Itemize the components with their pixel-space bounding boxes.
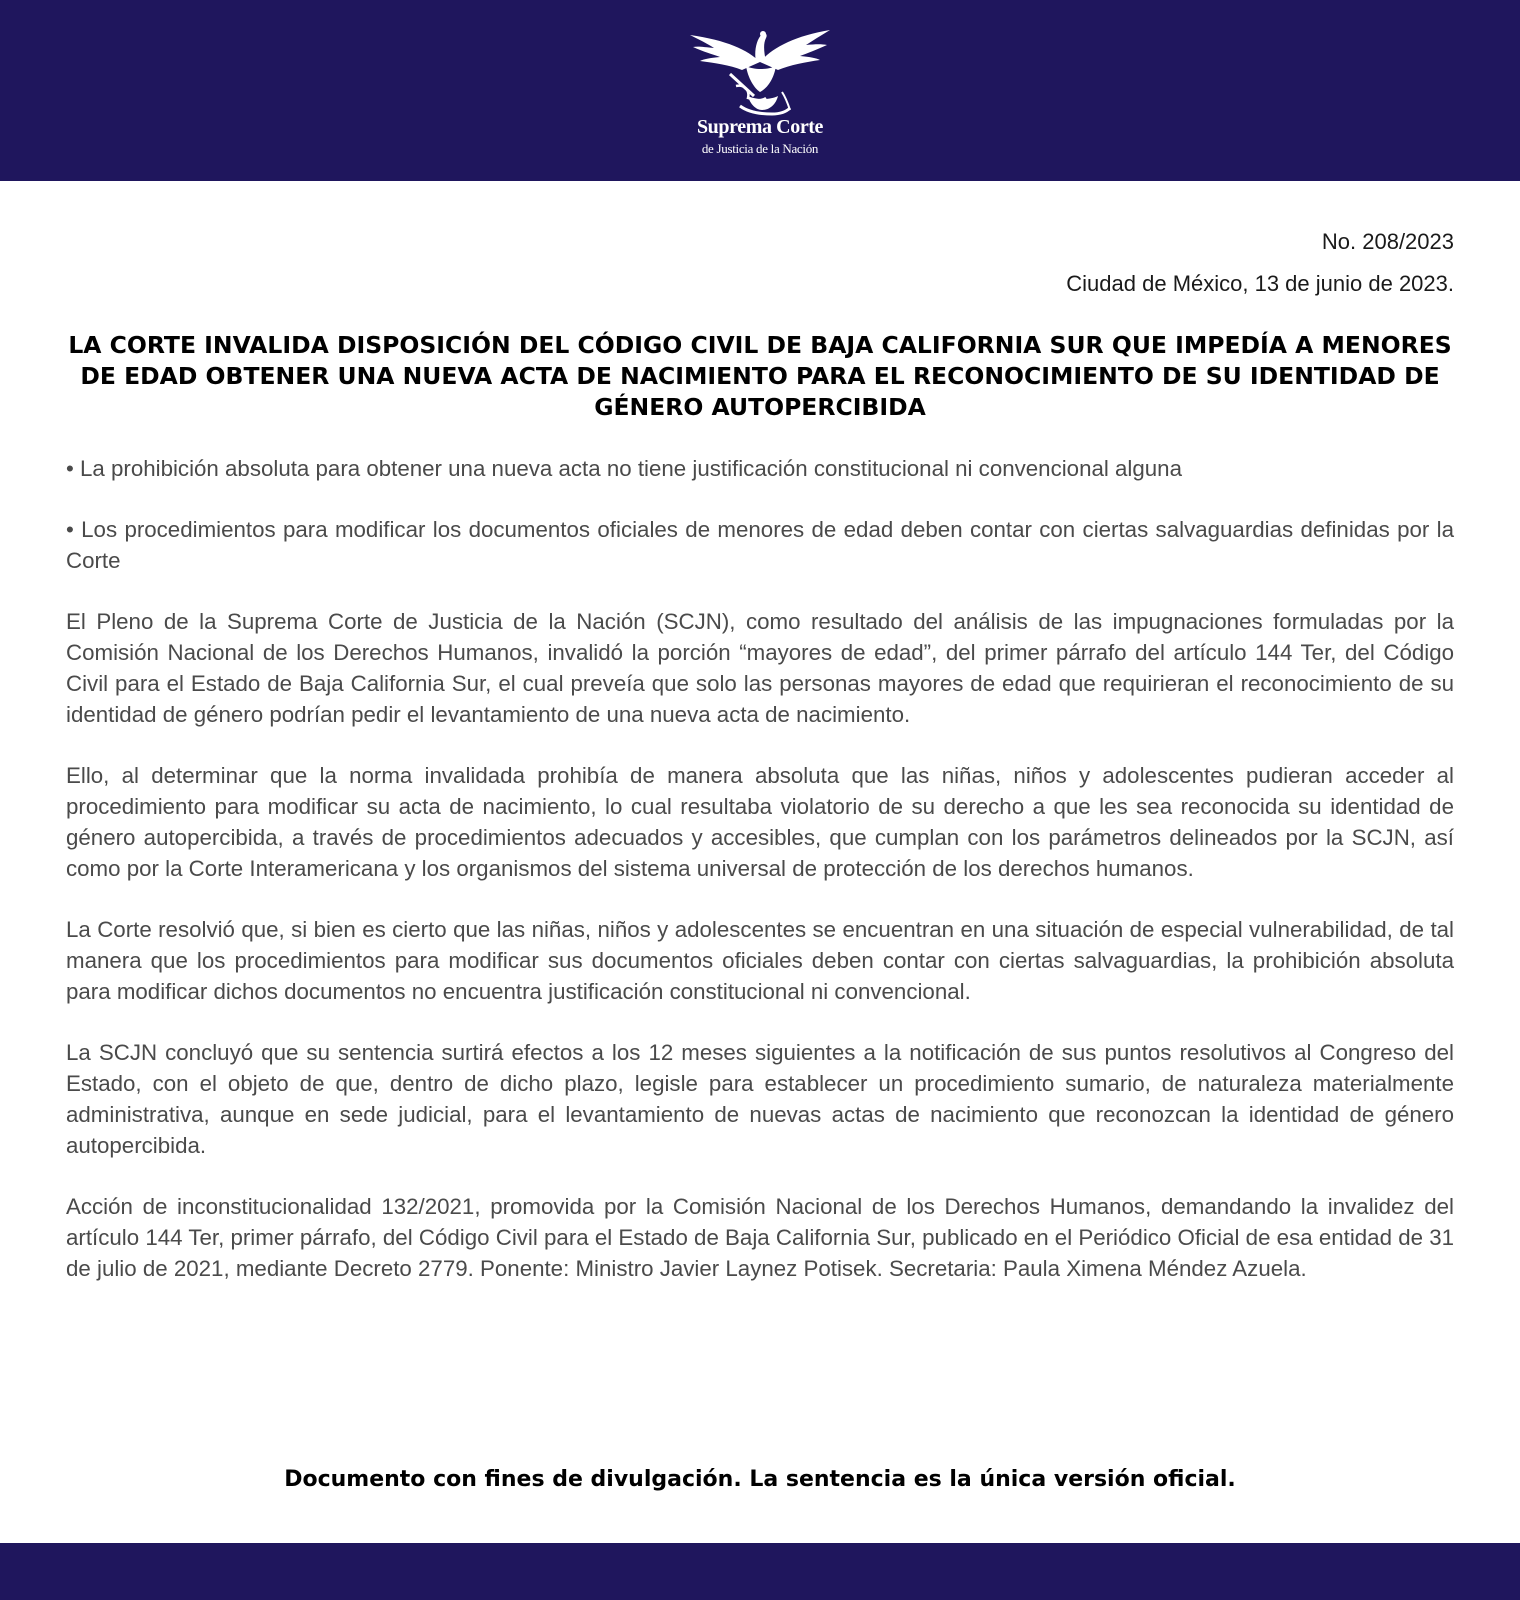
org-subname: de Justicia de la Nación (701, 141, 819, 156)
footer-bar (0, 1543, 1520, 1600)
body-paragraph: Acción de inconstitucionalidad 132/2021, promovida por la Comisión Nacional de los Derechos Humanos, demandando la invalidez del artículo 144 Ter, primer párrafo, del Código Civil para el Estado de Baja California Sur, publicado en el Periódico Oficial de esa entidad de 31 de julio de 2021, mediante Decreto 2779. Ponente: Ministro Javier Laynez Potisek. Secretaria: Paula Ximena Méndez Azuela. (66, 1194, 1454, 1281)
bulletin-number: No. 208/2023 (1321, 229, 1454, 254)
place-date: Ciudad de México, 13 de junio de 2023. (1066, 271, 1454, 296)
bullet-item: • La prohibición absoluta para obtener una nueva acta no tiene justificación constitucional ni convencional alguna (66, 456, 1182, 481)
bullet-item: • Los procedimientos para modificar los documentos oficiales de menores de edad deben contar con ciertas salvaguardias definidas por la Corte (66, 517, 1454, 573)
org-name: Suprema Corte (696, 116, 824, 138)
body-paragraph: El Pleno de la Suprema Corte de Justicia de la Nación (SCJN), como resultado del análisis de las impugnaciones formuladas por la Comisión Nacional de los Derechos Humanos, invalidó la porción “mayores de edad”, del primer párrafo del artículo 144 Ter, del Código Civil para el Estado de Baja California Sur, el cual preveía que solo las personas mayores de edad que requirieran el reconocimiento de su identidad de género podrían pedir el levantamiento de una nueva acta de nacimiento. (66, 609, 1454, 727)
header-banner (0, 0, 1520, 181)
body-content (66, 453, 1454, 1314)
eagle-emblem-icon (690, 26, 830, 116)
body-paragraph: La SCJN concluyó que su sentencia surtirá efectos a los 12 meses siguientes a la notificación de sus puntos resolutivos al Congreso del Estado, con el objeto de que, dentro de dicho plazo, legisle para establecer un procedimiento sumario, de naturaleza materialmente administrativa, aunque en sede judicial, para el levantamiento de nuevas actas de nacimiento que reconozcan la identidad de género autopercibida. (66, 1040, 1454, 1158)
body-paragraph: La Corte resolvió que, si bien es cierto que las niñas, niños y adolescentes se encuentran en una situación de especial vulnerabilidad, de tal manera que los procedimientos para modificar sus documentos oficiales deben contar con ciertas salvaguardias, la prohibición absoluta para modificar dichos documentos no encuentra justificación constitucional ni convencional. (66, 917, 1454, 1004)
disclaimer: Documento con fines de divulgación. La sentencia es la única versión oficial. (284, 1467, 1236, 1492)
body-paragraph: Ello, al determinar que la norma invalidada prohibía de manera absoluta que las niñas, niños y adolescentes pudieran acceder al procedimiento para modificar su acta de nacimiento, lo cual resultaba violatorio de su derecho a que les sea reconocida su identidad de género autopercibida, a través de procedimientos adecuados y accesibles, que cumplan con los parámetros delineados por la SCJN, así como por la Corte Interamericana y los organismos del sistema universal de protección de los derechos humanos. (66, 763, 1454, 881)
headline: LA CORTE INVALIDA DISPOSICIÓN DEL CÓDIGO CIVIL DE BAJA CALIFORNIA SUR QUE IMPEDÍA A MENORES DE EDAD OBTENER UNA NUEVA ACTA DE NACIMIENTO PARA EL RECONOCIMIENTO DE SU IDENTIDAD DE GÉNERO AUTOPERCIBIDA (68, 331, 1452, 421)
